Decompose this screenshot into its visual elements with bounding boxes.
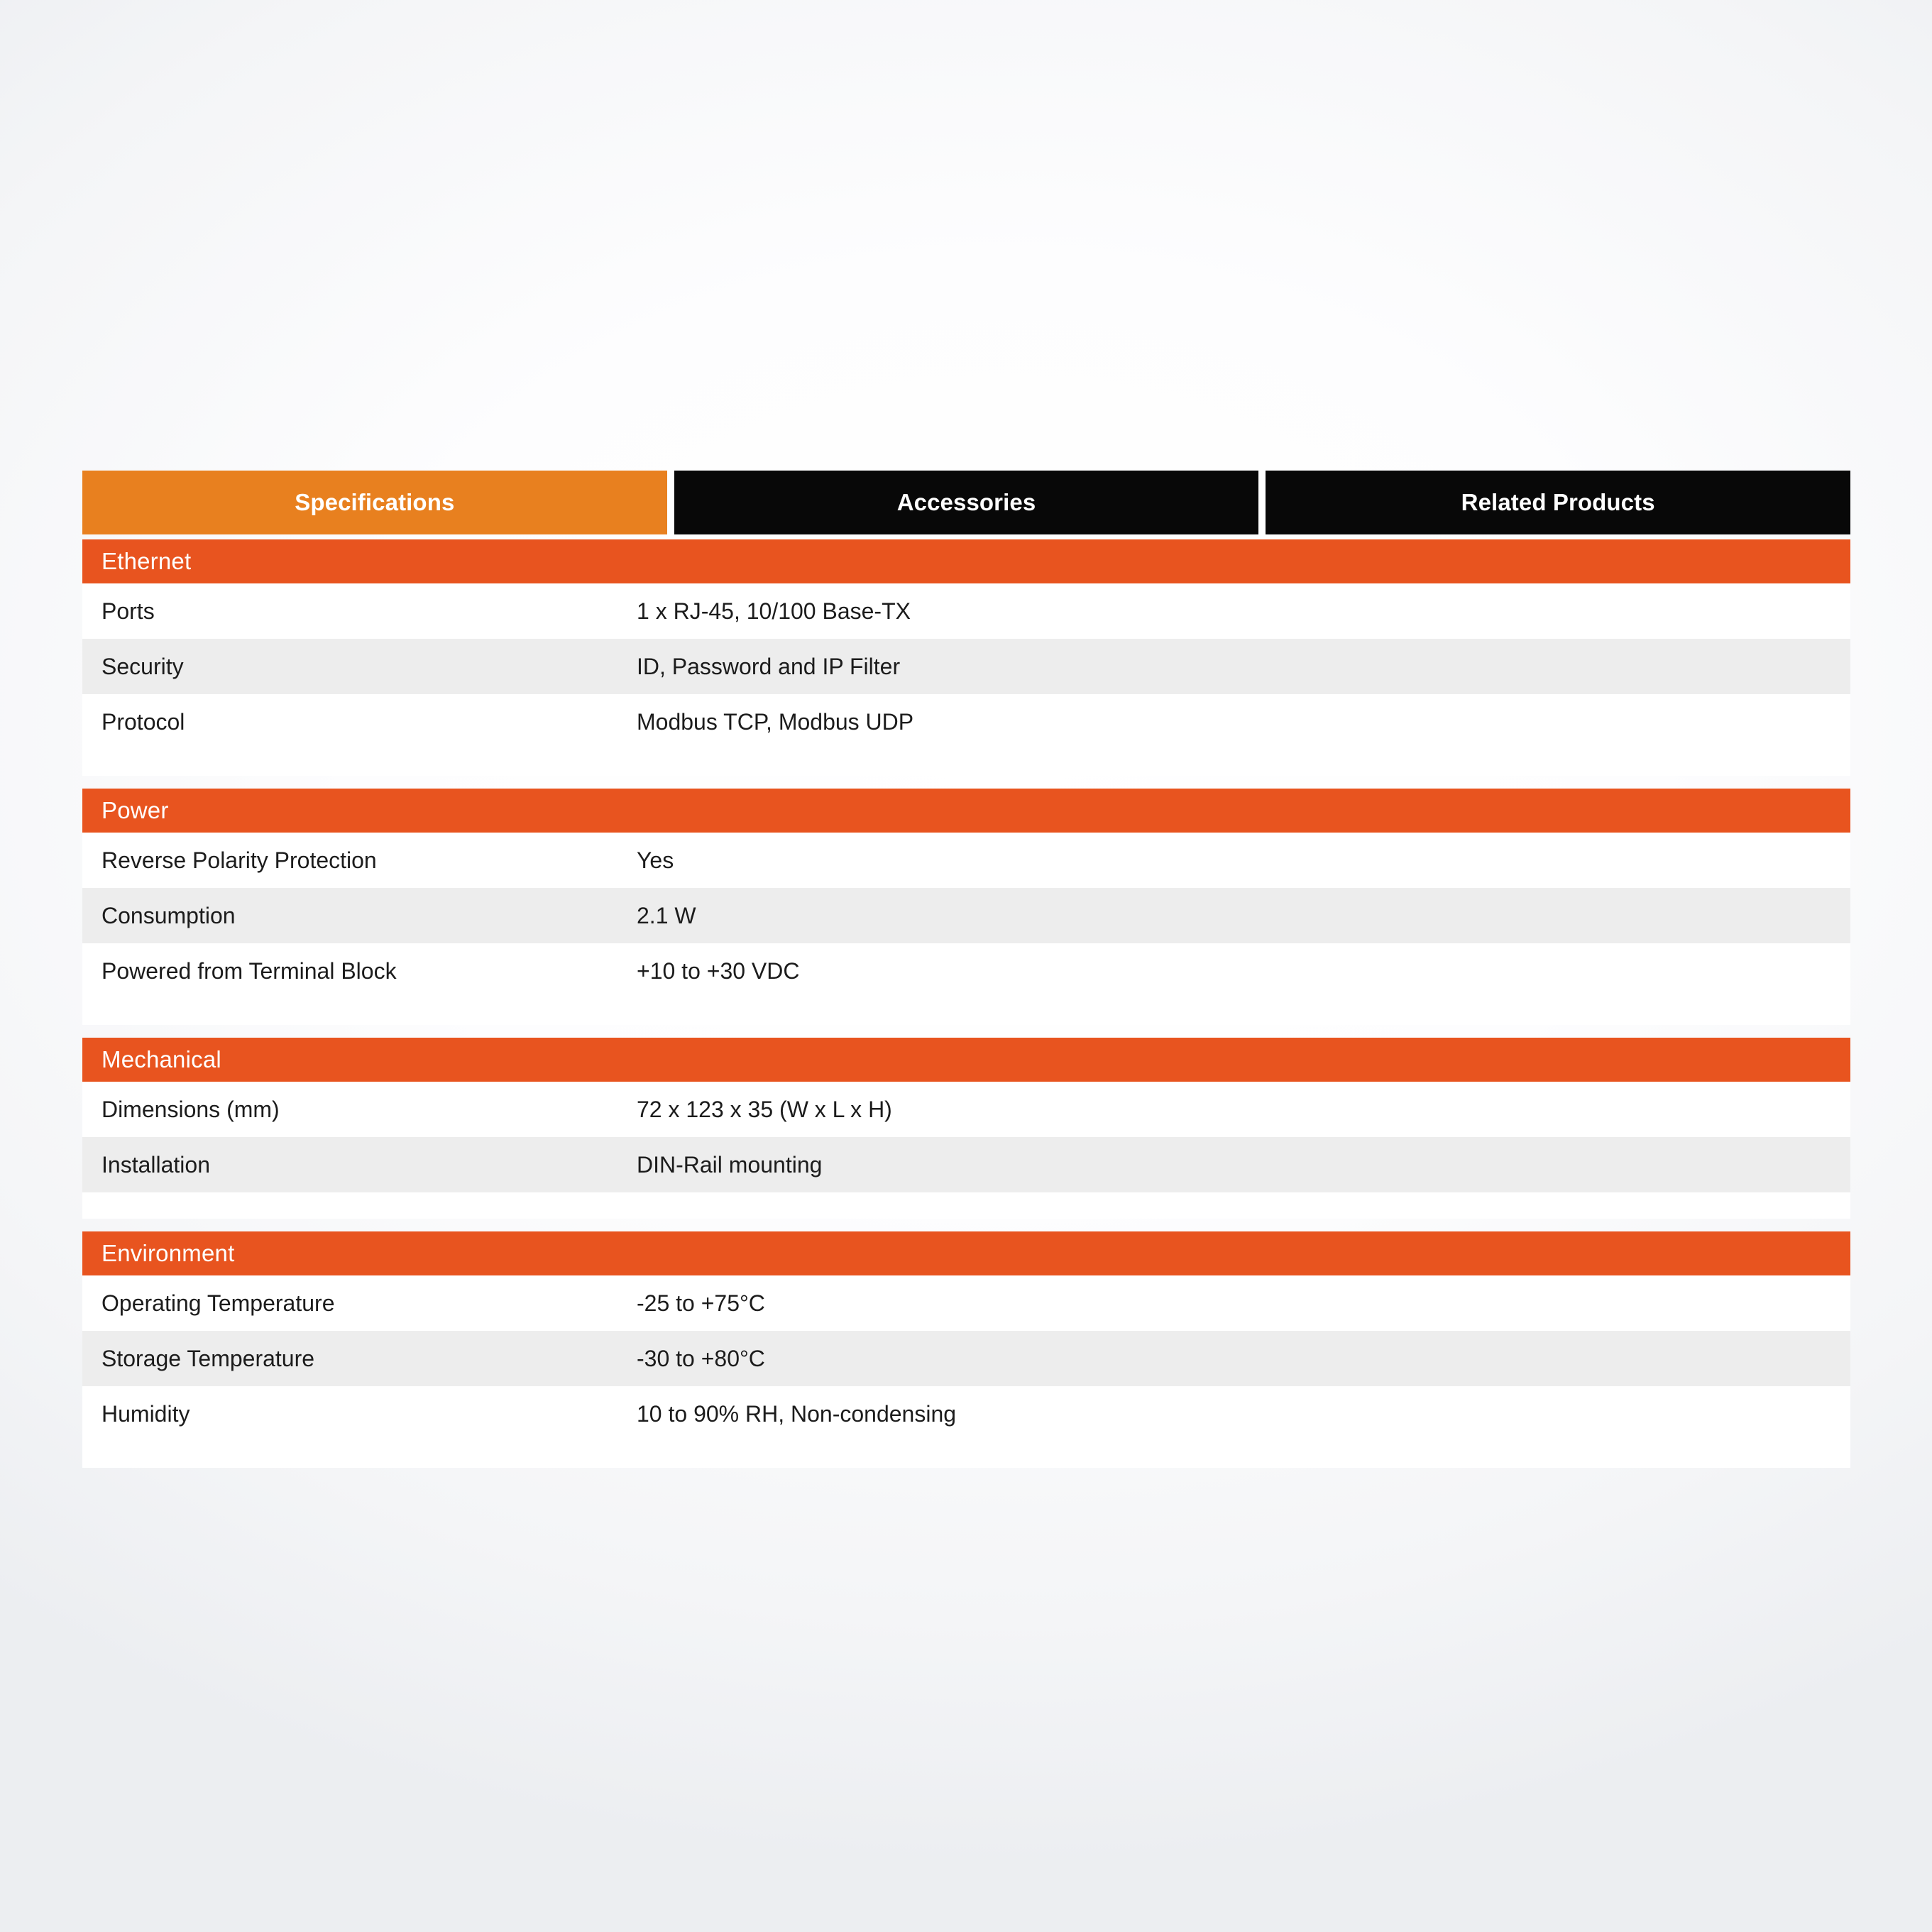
section-header [82,789,1850,833]
section-gap [82,1219,1850,1231]
tab-related-products[interactable] [1266,471,1850,534]
section-header [82,1231,1850,1275]
spec-label: Installation [101,1151,210,1178]
section-mechanical [82,1038,1850,1219]
table-row [82,694,1850,750]
spec-value: Modbus TCP, Modbus UDP [637,708,914,735]
spec-value: 2.1 W [637,902,696,928]
spec-value: ID, Password and IP Filter [637,653,901,679]
table-row [82,1275,1850,1331]
spec-label: Humidity [101,1400,190,1427]
section-tail-spacer [82,750,1850,776]
specifications-panel [82,471,1850,1468]
section-rows [82,1082,1850,1192]
section-power [82,789,1850,1025]
spec-value: -25 to +75°C [637,1290,765,1316]
spec-value: Yes [637,847,674,873]
tab-bar [82,471,1850,534]
section-header [82,539,1850,583]
table-row [82,888,1850,943]
spec-value: DIN-Rail mounting [637,1151,823,1178]
spec-label: Operating Temperature [101,1290,335,1316]
section-tail-spacer [82,1192,1850,1219]
spec-label: Ports [101,598,155,624]
spec-label: Storage Temperature [101,1345,315,1371]
tab-label: Accessories [896,489,1036,515]
spec-label: Powered from Terminal Block [101,957,397,984]
section-rows [82,833,1850,999]
spec-label: Dimensions (mm) [101,1096,280,1122]
section-tail-spacer [82,1442,1850,1468]
tab-specifications[interactable] [82,471,667,534]
table-row [82,833,1850,888]
table-row [82,1082,1850,1137]
section-gap [82,776,1850,789]
section-header [82,1038,1850,1082]
section-title: Environment [101,1240,235,1266]
section-ethernet [82,539,1850,776]
section-rows [82,583,1850,750]
spec-label: Reverse Polarity Protection [101,847,377,873]
table-row [82,943,1850,999]
spec-label: Consumption [101,902,236,928]
tab-accessories[interactable] [674,471,1259,534]
table-row [82,1386,1850,1442]
tab-label: Specifications [295,489,455,515]
section-title: Ethernet [101,548,192,574]
table-row [82,1137,1850,1192]
section-title: Mechanical [101,1046,221,1072]
section-gap [82,1025,1850,1038]
spec-value: 72 x 123 x 35 (W x L x H) [637,1096,892,1122]
section-tail-spacer [82,999,1850,1025]
section-environment [82,1231,1850,1468]
tab-label: Related Products [1461,489,1655,515]
table-row [82,1331,1850,1386]
table-row [82,639,1850,694]
table-row [82,583,1850,639]
section-rows [82,1275,1850,1442]
spec-value: 10 to 90% RH, Non-condensing [637,1400,957,1427]
spec-label: Protocol [101,708,185,735]
tab-bar-underline [82,534,1850,539]
spec-label: Security [101,653,184,679]
spec-value: 1 x RJ-45, 10/100 Base-TX [637,598,911,624]
spec-sections [82,539,1850,1468]
spec-value: +10 to +30 VDC [637,957,800,984]
section-title: Power [101,797,169,823]
spec-value: -30 to +80°C [637,1345,765,1371]
